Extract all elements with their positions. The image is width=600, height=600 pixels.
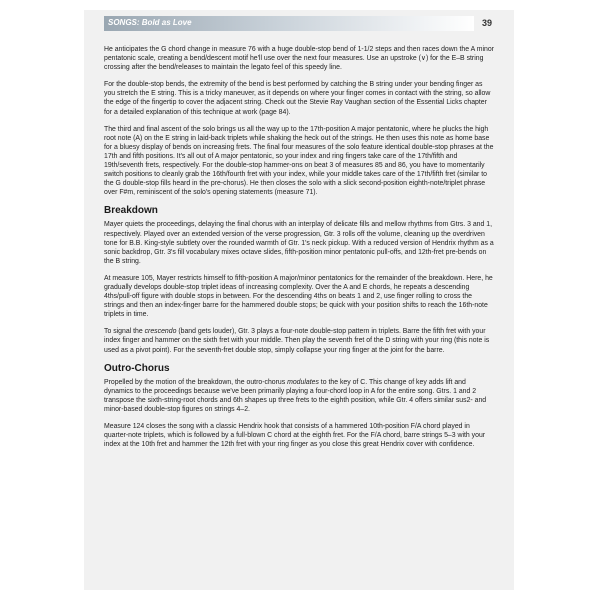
page-number: 39: [481, 18, 492, 28]
page-content: [104, 45, 494, 457]
text-run: To signal the: [104, 328, 145, 336]
paragraph: [104, 378, 494, 414]
paragraph: Measure 124 closes the song with a classic Hendrix hook that consists of a hammered 10th-position F/A chord played in quarter-note triplets, which is followed by a full-blown C chord at the eighth fret. For the F/A chord, barre strings 5–3 with your index at the 10th fret and hammer the 12th fret with your ring finger as you close this great Hendrix cover with confidence.: [104, 423, 486, 449]
chapter-header-bar: [104, 16, 474, 31]
emphasis: crescendo: [144, 328, 177, 336]
section-heading-outro-chorus: Outro-Chorus: [104, 362, 170, 374]
chapter-title: SONGS: Bold as Love: [108, 18, 192, 27]
paragraph: The third and final ascent of the solo brings us all the way up to the 17th-position A major pentatonic, where he plucks the high root note (A) on the E string in laid-back triplets while shaking the heck out of the strings. He then uses this note as home base for a bluesy display of bends on increasing frets. The final four measures of the solo feature identical double-stop phrases at the 17th and fifth positions. It's all out of A major pentatonic, so your index and ring fingers take care of the 17th/fifth and 19th/seventh frets, respectively. For the double-stop hammer-ons on beat 3 of measures 85 and 86, you have to momentarily switch positions to cleanly grab the 16th/fourth fret with your index, while your middle takes care of the 17th/fifth fret (similar to the G double-stop fills heard in the pre-chorus). He then closes the solo with a slick second-position eighth-note/triplet phrase over F#m, reminiscent of the solo's opening statements (measure 71).: [104, 125, 494, 197]
text-run: Propelled by the motion of the breakdown, the outro-chorus: [104, 378, 288, 386]
emphasis: modulates: [287, 378, 319, 386]
paragraph: For the double-stop bends, the extremity of the bend is best performed by catching the B string under your bending finger as you stretch the E string. This is a tricky maneuver, as it depends on where your finger comes in contact with the string, so allow the edge of the fingertip to cover the adjacent string. Check out the Stevie Ray Vaughan section of the Essential Licks chapter for a detailed explanation of this technique at work (page 84).: [104, 81, 491, 116]
text-run: to the key of C. This change of key adds lift and dynamics to the proceedings because we've been primarily playing a four-chord loop in A for the entire song. Gtrs. 1 and 2 transpose the sixth-string-root chords and 6th shapes up three frets to the eighth position, while Gtr. 4 offers similar sus2- and minor-based double-stop figures on strings 4–2.: [104, 378, 487, 413]
paragraph: He anticipates the G chord change in measure 76 with a huge double-stop bend of 1-1/2 steps and then races down the A minor pentatonic scale, creating a bend/descent motif he'll use over the next four measures. Use an upstroke (∨) for the E–B string crossing after the bend/releases to maintain the legato feel of this speedy line.: [104, 46, 494, 72]
paragraph: At measure 105, Mayer restricts himself to fifth-position A major/minor pentatonics for the remainder of the breakdown. Here, he gradually develops double-stop triplet ideas of increasing complexity. Over the A and E chords, he repeats a descending 4ths/pull-off figure with double stops in between. For the descending 4ths on beats 1 and 2, use finger rolling to cross the strings and then an index-finger barre for the hammered double stops; be quick with your position shifts to reach the 16th-note triplets in time.: [104, 274, 493, 319]
text-run: (band gets louder), Gtr. 3 plays a four-note double-stop pattern in triplets. Barre the fifth fret with your index finger and hammer on the sixth fret with your middle. Then play the seventh fret of the D string with your ring (this note is used as a pivot point). For the seventh-fret double stop, simply collapse your ring finger at the joint for the barre.: [104, 328, 490, 354]
section-heading-breakdown: Breakdown: [104, 205, 158, 217]
paragraph: Mayer quiets the proceedings, delaying the final chorus with an interplay of delicate fills and mellow rhythms from Gtrs. 3 and 1, respectively. Played over an extended version of the verse progression, Gtr. 3 rolls off the volume, cleaning up the overdriven tone for B.B. King-style subtlety over the rounded warmth of Gtr. 1's neck pickup. With a reduced version of Hendrix rhythm as a sonic backdrop, Gtr. 3's fill vocabulary mixes octave slides, fifth-position minor pentatonic pull-offs, and 12th-fret pre-bends on the B string.: [104, 221, 494, 265]
paragraph: [104, 327, 494, 354]
book-page: [84, 10, 514, 590]
